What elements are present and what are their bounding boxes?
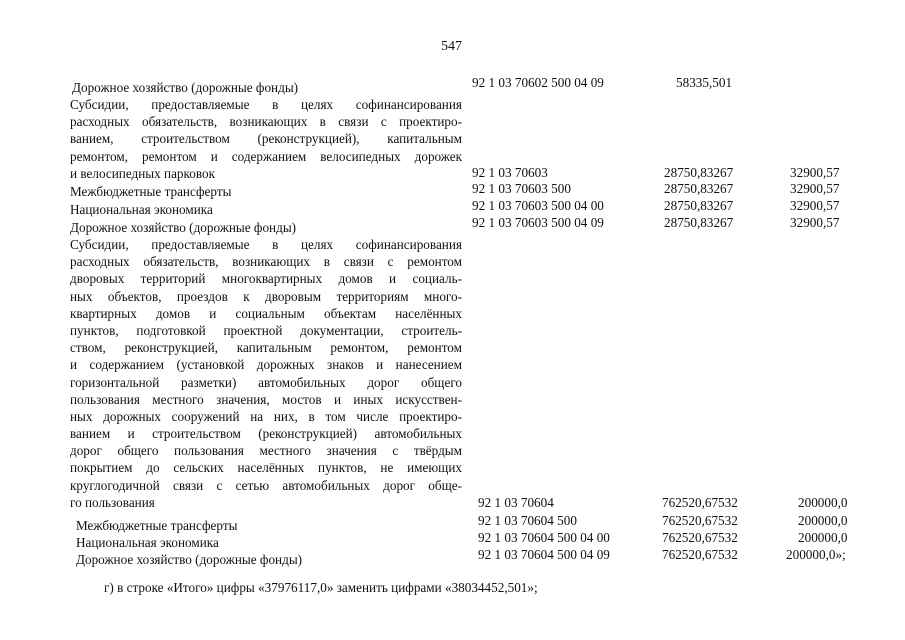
- description-line: расходных обязательств, возникающих в связи с ремонтом: [70, 254, 462, 270]
- row-amount-2: 200000,0: [798, 513, 848, 528]
- row-code: 92 1 03 70604: [478, 495, 554, 510]
- description-line: квартирных домов и социальным объектам населённых: [70, 305, 462, 321]
- description-line: дорог общего пользования местного значения с твёрдым: [70, 443, 462, 459]
- row-amount-1: 762520,67532: [662, 547, 738, 562]
- row-description: [70, 236, 462, 511]
- description-line: Субсидии, предоставляемые в целях софинансирования: [70, 237, 462, 252]
- description-line: ных объектов, проездов к дворовым территориям много-: [70, 288, 462, 304]
- description-line: покрытием до сельских населённых пунктов, не имеющих: [70, 460, 462, 476]
- description-line: го пользования: [70, 494, 155, 510]
- row-amount-2: 32900,57: [790, 198, 840, 213]
- description-line: ванием, строительством (реконструкцией), капитальным: [70, 131, 462, 147]
- row-amount-1: 762520,67532: [662, 513, 738, 528]
- row-name: Национальная экономика: [76, 535, 219, 550]
- page-number: 547: [441, 39, 462, 54]
- description-line: пользования местного значения, мостов и иных искусствен-: [70, 391, 462, 407]
- description-line: ванием и строительством (реконструкцией) автомобильных: [70, 426, 462, 442]
- row-amount-2: 200000,0: [798, 530, 848, 545]
- row-name: Национальная экономика: [70, 202, 213, 217]
- row-name: Дорожное хозяйство (дорожные фонды): [72, 80, 299, 95]
- row-name: Межбюджетные трансферты: [76, 518, 238, 533]
- description-line: ством, реконструкцией, капитальным ремонтом, ремонтом: [70, 340, 462, 356]
- row-amount-1: 28750,83267: [664, 181, 734, 196]
- row-amount-2: 32900,57: [790, 181, 840, 196]
- row-code: 92 1 03 70604 500 04 00: [478, 530, 610, 545]
- row-code: 92 1 03 70604 500 04 09: [478, 547, 610, 562]
- row-code: 92 1 03 70603 500: [472, 181, 571, 196]
- description-line: дворовых территорий многоквартирных домов и социаль-: [70, 271, 462, 287]
- row-amount-1: 28750,83267: [664, 165, 734, 180]
- row-name: Межбюджетные трансферты: [70, 184, 232, 199]
- row-description: [70, 96, 462, 182]
- row-amount-1: 58335,501: [676, 75, 733, 90]
- description-line: Субсидии, предоставляемые в целях софинансирования: [70, 97, 462, 112]
- row-amount-2: 32900,57: [790, 165, 840, 180]
- row-amount-1: 762520,67532: [662, 495, 738, 510]
- amendment-instruction: г) в строке «Итого» цифры «37976117,0» заменить цифрами «38034452,501»;: [104, 580, 538, 595]
- description-line: ных дорожных сооружений на них, в том числе проектиро-: [70, 408, 462, 424]
- row-amount-1: 762520,67532: [662, 530, 738, 545]
- description-line: круглогодичной связи с сетью автомобильных дорог обще-: [70, 477, 462, 493]
- row-code: 92 1 03 70603 500 04 00: [472, 198, 604, 213]
- row-code: 92 1 03 70604 500: [478, 513, 577, 528]
- description-line: ремонтом, ремонтом и содержанием велосипедных дорожек: [70, 148, 462, 164]
- row-amount-2: 32900,57: [790, 215, 840, 230]
- row-amount-1: 28750,83267: [664, 198, 734, 213]
- description-line: и содержанием (установкой дорожных знаков и нанесением: [70, 357, 462, 373]
- row-amount-2: 200000,0»;: [786, 547, 846, 562]
- description-line: и велосипедных парковок: [70, 165, 215, 181]
- row-name: Дорожное хозяйство (дорожные фонды): [76, 552, 303, 567]
- row-code: 92 1 03 70603 500 04 09: [472, 215, 604, 230]
- description-line: пунктов, подготовкой проектной документации, строитель-: [70, 322, 462, 338]
- row-amount-2: 200000,0: [798, 495, 848, 510]
- row-code: 92 1 03 70603: [472, 165, 548, 180]
- row-amount-1: 28750,83267: [664, 215, 734, 230]
- description-line: расходных обязательств, возникающих в связи с проектиро-: [70, 114, 462, 130]
- row-name: Дорожное хозяйство (дорожные фонды): [70, 220, 297, 235]
- description-line: горизонтальной разметки) автомобильных дорог общего: [70, 374, 462, 390]
- row-code: 92 1 03 70602 500 04 09: [472, 75, 604, 90]
